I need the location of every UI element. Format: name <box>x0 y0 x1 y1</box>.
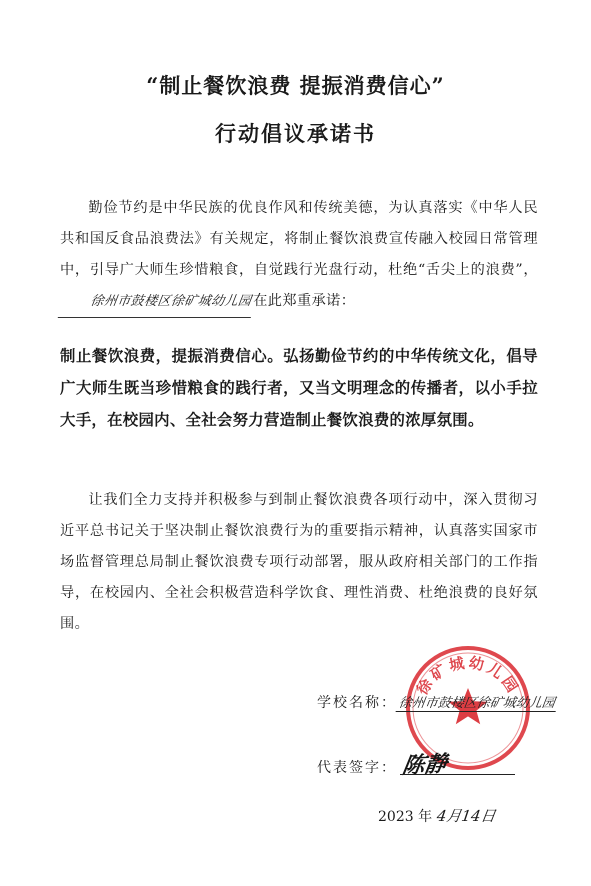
signature-underline <box>400 774 515 775</box>
date-year-unit: 年 <box>418 809 433 825</box>
paragraph-intro <box>60 193 538 318</box>
paragraph-intro-tail: 在此郑重承诺： <box>253 293 356 309</box>
date-year: 2023 <box>378 809 414 825</box>
date-month-day: 4月14日 <box>435 807 497 825</box>
school-name-label: 学校名称： <box>317 695 397 711</box>
school-name-row <box>317 692 591 712</box>
handwritten-school-name: 徐州市鼓楼区徐矿城幼儿园 <box>58 286 256 318</box>
paragraph-call-to-action: 让我们全力支持并积极参与到制止餐饮浪费各项行动中，深入贯彻习近平总书记关于坚决制止餐饮浪费行为的重要指示精神，认真落实国家市场监督管理总局制止餐饮浪费专项行动部署，服从政府相关部门的工作指导，在校园内、全社会积极营造科学饮食、理性消费、杜绝浪费的良好氛围。 <box>60 492 538 632</box>
school-name-value: 徐州市鼓楼区徐矿城幼儿园 <box>396 692 559 712</box>
seal-text: 徐矿城幼儿园 <box>413 653 523 699</box>
paragraph-commitment-bold: 制止餐饮浪费，提振消费信心。弘扬勤俭节约的中华传统文化，倡导广大师生既当珍惜粮食的践行者，又当文明理念的传播者，以小手拉大手，在校园内、全社会努力营造制止餐饮浪费的浓厚氛围。 <box>60 347 538 429</box>
representative-signature: 陈静 <box>400 750 450 780</box>
paragraph-intro-text: 勤俭节约是中华民族的优良作风和传统美德，为认真落实《中华人民共和国反食品浪费法》有关规定，将制止餐饮浪费宣传融入校园日常管理中，引导广大师生珍惜粮食，自觉践行光盘行动，杜绝“舌尖上的浪费”， <box>60 200 538 278</box>
date-row <box>378 805 495 826</box>
document-title-line1: “制止餐饮浪费 提振消费信心” <box>146 73 445 98</box>
document-title-line2: 行动倡议承诺书 <box>215 121 376 146</box>
representative-label: 代表签字： <box>317 760 397 776</box>
